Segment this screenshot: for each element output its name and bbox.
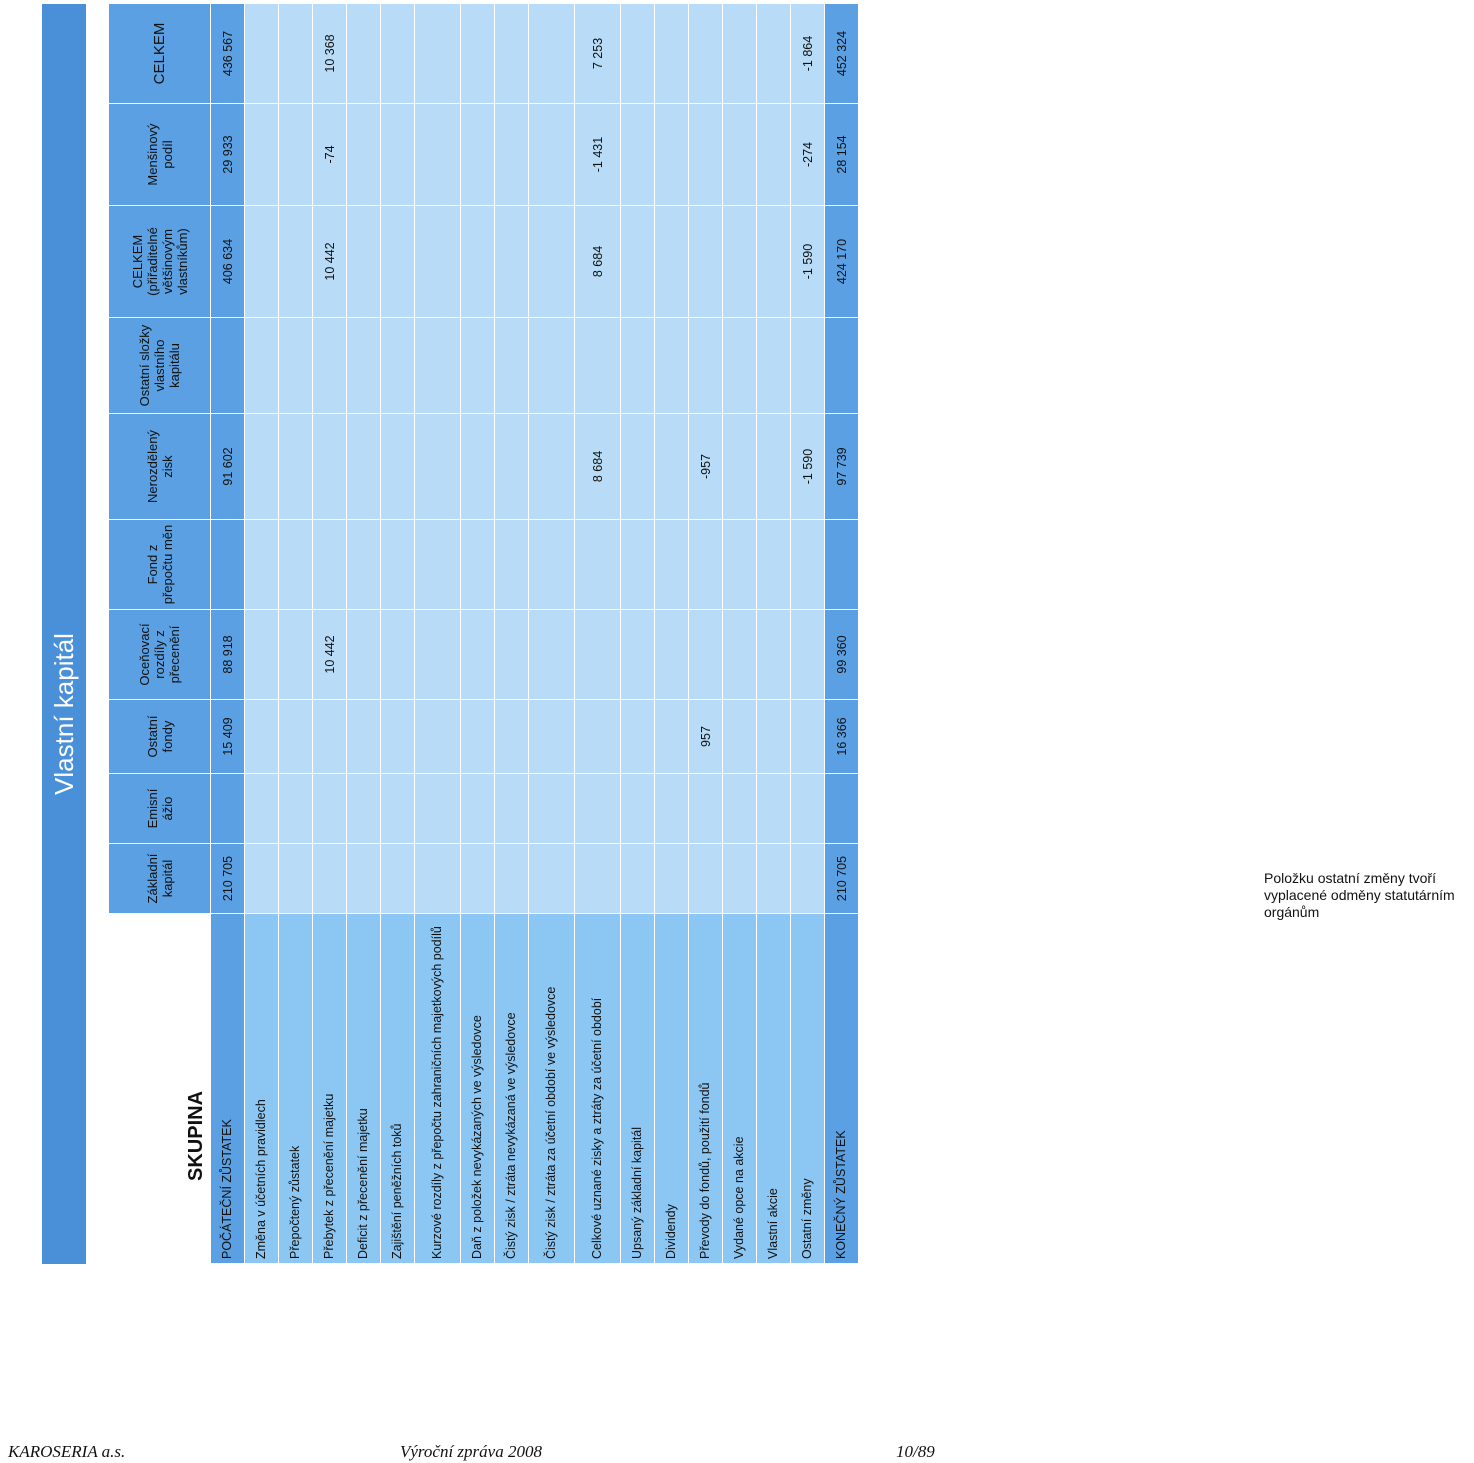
value-cell: 406 634 [211, 206, 245, 318]
row-label: Ostatní změny [791, 914, 825, 1264]
value-cell [495, 520, 529, 610]
value-cell [245, 700, 279, 774]
row-label: Zajištění peněžních toků [381, 914, 415, 1264]
value-cell [495, 104, 529, 206]
value-cell [723, 206, 757, 318]
value-cell [347, 414, 381, 520]
value-cell [575, 318, 621, 414]
value-cell [313, 700, 347, 774]
value-cell: 10 442 [313, 206, 347, 318]
value-cell [529, 774, 575, 844]
value-cell [529, 104, 575, 206]
row-label: Upsaný základní kapitál [621, 914, 655, 1264]
row-label: Daň z položek nevykázaných ve výsledovce [461, 914, 495, 1264]
value-cell [529, 4, 575, 104]
value-cell [529, 844, 575, 914]
table-row [723, 4, 757, 1264]
table-row [825, 4, 859, 1264]
value-cell: 28 154 [825, 104, 859, 206]
value-cell [245, 206, 279, 318]
value-cell [689, 104, 723, 206]
header-cell: Ostatní fondy [109, 700, 211, 774]
value-cell [415, 844, 461, 914]
value-cell [415, 104, 461, 206]
value-cell [415, 700, 461, 774]
value-cell [381, 700, 415, 774]
value-cell [211, 774, 245, 844]
value-cell [621, 844, 655, 914]
header-cell: Menšinový podíl [109, 104, 211, 206]
table-row [279, 4, 313, 1264]
value-cell [461, 104, 495, 206]
value-cell [825, 520, 859, 610]
value-cell [381, 520, 415, 610]
value-cell [245, 318, 279, 414]
value-cell [381, 318, 415, 414]
value-cell [461, 414, 495, 520]
value-cell [757, 844, 791, 914]
value-cell [791, 844, 825, 914]
value-cell [757, 414, 791, 520]
row-label: Celkové uznané zisky a ztráty za účetní období [575, 914, 621, 1264]
value-cell [279, 104, 313, 206]
value-cell [245, 414, 279, 520]
value-cell [495, 700, 529, 774]
value-cell [689, 520, 723, 610]
table-row [495, 4, 529, 1264]
value-cell [655, 206, 689, 318]
value-cell [757, 610, 791, 700]
value-cell [723, 4, 757, 104]
value-cell [723, 610, 757, 700]
table-row [211, 4, 245, 1264]
value-cell [655, 774, 689, 844]
value-cell [621, 104, 655, 206]
value-cell [495, 610, 529, 700]
header-cell: CELKEM (přiřaditelné většinovým vlastníkům) [109, 206, 211, 318]
value-cell [279, 700, 313, 774]
value-cell: 29 933 [211, 104, 245, 206]
value-cell [347, 700, 381, 774]
value-cell: 15 409 [211, 700, 245, 774]
value-cell [757, 104, 791, 206]
value-cell: 91 602 [211, 414, 245, 520]
header-row [109, 4, 211, 1264]
table-row [415, 4, 461, 1264]
value-cell [757, 206, 791, 318]
value-cell: 424 170 [825, 206, 859, 318]
value-cell [723, 520, 757, 610]
row-label: Převody do fondů, použití fondů [689, 914, 723, 1264]
header-cell: Fond z přepočtu měn [109, 520, 211, 610]
table-row [381, 4, 415, 1264]
header-cell: Nerozdělený zisk [109, 414, 211, 520]
value-cell: 210 705 [211, 844, 245, 914]
value-cell [381, 774, 415, 844]
table-row [757, 4, 791, 1264]
value-cell [757, 520, 791, 610]
value-cell [621, 520, 655, 610]
row-label: Deficit z přecenění majetku [347, 914, 381, 1264]
value-cell [279, 414, 313, 520]
value-cell [381, 104, 415, 206]
value-cell [689, 774, 723, 844]
value-cell [415, 206, 461, 318]
value-cell [415, 4, 461, 104]
value-cell [495, 318, 529, 414]
value-cell: 8 684 [575, 414, 621, 520]
value-cell [415, 774, 461, 844]
value-cell [347, 520, 381, 610]
value-cell [279, 774, 313, 844]
value-cell [689, 318, 723, 414]
equity-table [108, 3, 859, 1264]
value-cell [461, 844, 495, 914]
value-cell [575, 610, 621, 700]
value-cell [825, 774, 859, 844]
row-label: Dividendy [655, 914, 689, 1264]
value-cell [825, 318, 859, 414]
value-cell [415, 520, 461, 610]
row-label: Vlastní akcie [757, 914, 791, 1264]
value-cell [461, 206, 495, 318]
value-cell [495, 414, 529, 520]
row-label: Vydané opce na akcie [723, 914, 757, 1264]
value-cell [347, 774, 381, 844]
footnote: Položku ostatní změny tvoří vyplacené odměny statutárním orgánům [1264, 870, 1455, 920]
value-cell [791, 520, 825, 610]
value-cell [245, 774, 279, 844]
table-row [529, 4, 575, 1264]
value-cell [495, 844, 529, 914]
value-cell [461, 774, 495, 844]
value-cell [575, 520, 621, 610]
value-cell: 8 684 [575, 206, 621, 318]
value-cell [529, 414, 575, 520]
value-cell [461, 318, 495, 414]
value-cell [757, 774, 791, 844]
value-cell [245, 844, 279, 914]
value-cell [279, 206, 313, 318]
value-cell: 16 366 [825, 700, 859, 774]
value-cell [495, 206, 529, 318]
row-label: Přepočtený zůstatek [279, 914, 313, 1264]
value-cell: -1 431 [575, 104, 621, 206]
value-cell [245, 610, 279, 700]
value-cell [723, 414, 757, 520]
value-cell: 957 [689, 700, 723, 774]
value-cell [757, 700, 791, 774]
value-cell [313, 318, 347, 414]
value-cell [347, 206, 381, 318]
value-cell [689, 4, 723, 104]
footer-company: KAROSERIA a.s. [8, 1442, 126, 1461]
value-cell [529, 700, 575, 774]
value-cell [381, 4, 415, 104]
value-cell [529, 206, 575, 318]
value-cell [461, 610, 495, 700]
value-cell: -274 [791, 104, 825, 206]
value-cell [347, 318, 381, 414]
table-row [347, 4, 381, 1264]
row-label: Změna v účetních pravidlech [245, 914, 279, 1264]
value-cell [461, 520, 495, 610]
header-skupina: SKUPINA [109, 914, 211, 1264]
table-row [791, 4, 825, 1264]
table-row [461, 4, 495, 1264]
value-cell [461, 4, 495, 104]
title-spacer [86, 4, 108, 1264]
value-cell: -957 [689, 414, 723, 520]
value-cell [757, 318, 791, 414]
value-cell [279, 844, 313, 914]
value-cell: 99 360 [825, 610, 859, 700]
value-cell [621, 774, 655, 844]
value-cell [689, 610, 723, 700]
value-cell: -1 590 [791, 414, 825, 520]
value-cell [279, 4, 313, 104]
value-cell [655, 104, 689, 206]
header-cell: CELKEM [109, 4, 211, 104]
value-cell [621, 206, 655, 318]
header-cell: Ostatní složky vlastního kapitálu [109, 318, 211, 414]
value-cell [723, 844, 757, 914]
value-cell [655, 844, 689, 914]
value-cell [495, 774, 529, 844]
value-cell: 88 918 [211, 610, 245, 700]
row-label: Čistý zisk / ztráta nevykázaná ve výsledovce [495, 914, 529, 1264]
value-cell: 210 705 [825, 844, 859, 914]
value-cell [495, 4, 529, 104]
value-cell [791, 318, 825, 414]
value-cell [415, 610, 461, 700]
row-label: Čistý zisk / ztráta za účetní období ve výsledovce [529, 914, 575, 1264]
value-cell [461, 700, 495, 774]
value-cell [347, 610, 381, 700]
value-cell [655, 414, 689, 520]
table-title: Vlastní kapitál [49, 633, 79, 795]
value-cell [621, 4, 655, 104]
value-cell [621, 318, 655, 414]
value-cell [655, 520, 689, 610]
value-cell [723, 774, 757, 844]
value-cell [757, 4, 791, 104]
value-cell [723, 104, 757, 206]
row-label: Přebytek z přecenění majetku [313, 914, 347, 1264]
value-cell [621, 610, 655, 700]
value-cell: -1 864 [791, 4, 825, 104]
table-row [621, 4, 655, 1264]
value-cell [529, 520, 575, 610]
value-cell [415, 414, 461, 520]
value-cell [791, 774, 825, 844]
value-cell [415, 318, 461, 414]
value-cell: -1 590 [791, 206, 825, 318]
value-cell [791, 610, 825, 700]
value-cell [655, 318, 689, 414]
table-row [245, 4, 279, 1264]
value-cell [279, 610, 313, 700]
value-cell [245, 104, 279, 206]
value-cell [313, 844, 347, 914]
value-cell [575, 774, 621, 844]
value-cell: -74 [313, 104, 347, 206]
value-cell [655, 610, 689, 700]
value-cell: 7 253 [575, 4, 621, 104]
table-row [655, 4, 689, 1264]
value-cell [347, 104, 381, 206]
value-cell [529, 610, 575, 700]
value-cell [245, 4, 279, 104]
value-cell [245, 520, 279, 610]
value-cell [655, 700, 689, 774]
value-cell [279, 520, 313, 610]
value-cell [689, 206, 723, 318]
value-cell [621, 414, 655, 520]
value-cell [381, 844, 415, 914]
value-cell [791, 700, 825, 774]
value-cell: 97 739 [825, 414, 859, 520]
value-cell [313, 774, 347, 844]
header-cell: Základní kapitál [109, 844, 211, 914]
header-cell: Oceňovací rozdíly z přecenění [109, 610, 211, 700]
value-cell [621, 700, 655, 774]
table-row [575, 4, 621, 1264]
value-cell [655, 4, 689, 104]
value-cell [381, 414, 415, 520]
footer-page-number: 10/89 [896, 1442, 935, 1461]
value-cell: 452 324 [825, 4, 859, 104]
value-cell [723, 700, 757, 774]
value-cell [689, 844, 723, 914]
table-title-bar [42, 4, 86, 1264]
value-cell [381, 610, 415, 700]
rotated-equity-statement [42, 4, 850, 1264]
value-cell [347, 844, 381, 914]
footer-report-title: Výroční zpráva 2008 [400, 1442, 542, 1461]
value-cell: 10 368 [313, 4, 347, 104]
header-cell: Emisní ážio [109, 774, 211, 844]
row-label: Kurzové rozdíly z přepočtu zahraničních majetkových podílů [415, 914, 461, 1264]
table-row [313, 4, 347, 1264]
value-cell [723, 318, 757, 414]
value-cell: 10 442 [313, 610, 347, 700]
value-cell: 436 567 [211, 4, 245, 104]
value-cell [575, 844, 621, 914]
value-cell [279, 318, 313, 414]
value-cell [211, 520, 245, 610]
row-label: KONEČNÝ ZŮSTATEK [825, 914, 859, 1264]
value-cell [575, 700, 621, 774]
row-label: POČÁTEČNÍ ZŮSTATEK [211, 914, 245, 1264]
value-cell [211, 318, 245, 414]
value-cell [529, 318, 575, 414]
value-cell [347, 4, 381, 104]
value-cell [313, 414, 347, 520]
value-cell [313, 520, 347, 610]
value-cell [381, 206, 415, 318]
table-row [689, 4, 723, 1264]
